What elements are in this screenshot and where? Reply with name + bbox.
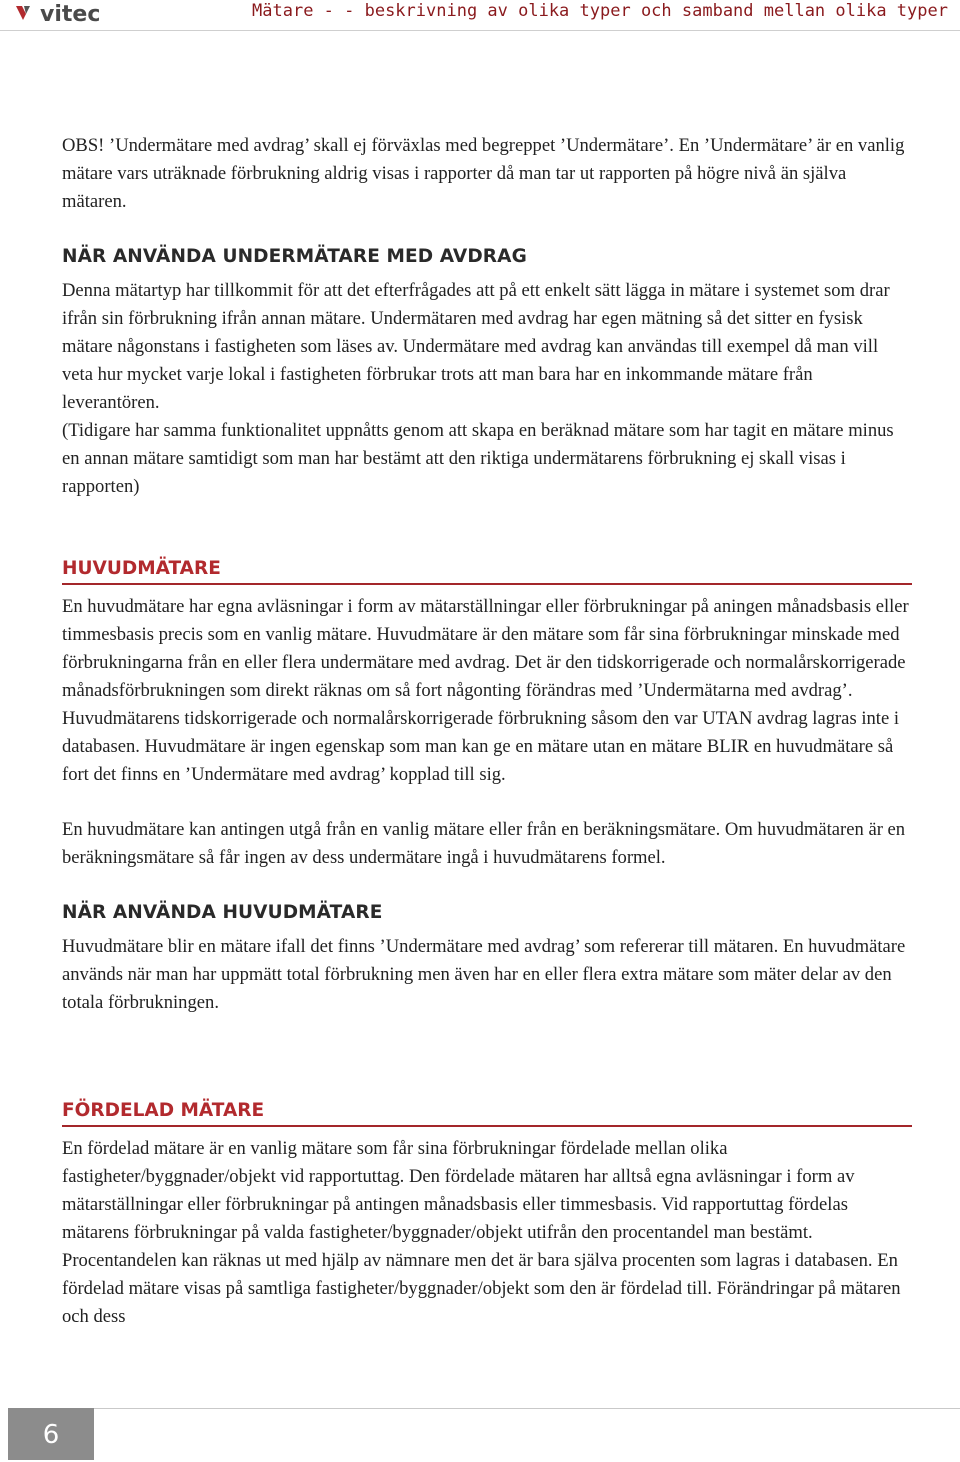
heading-huvudmatare: HUVUDMÄTARE [62,555,912,585]
document-title: Mätare - - beskrivning av olika typer och samband mellan olika typer [252,1,948,21]
page-header [0,0,960,31]
page-number: 6 [8,1408,94,1460]
logo-text: vitec [40,2,101,24]
undermatare-avdrag-paragraph-1: Denna mätartyp har tillkommit för att det efterfrågades att på ett enkelt sätt lägga in mätare i systemet som drar ifrån sin förbrukning ifrån annan mätare. Undermätaren med avdrag har egen mätning så det sitter en fysisk mätare någonstans i fastigheten som läses av. Undermätare med avdrag kan användas till exempel då man vill veta hur mycket varje lokal i fastigheten förbrukar trots att man bara har en inkommande mätare från leverantören. [62,280,890,413]
document-body [62,132,912,1331]
heading-nar-anvanda-undermatare-med-avdrag: NÄR ANVÄNDA UNDERMÄTARE MED AVDRAG [62,246,527,267]
heading-fordelad-matare: FÖRDELAD MÄTARE [62,1097,912,1127]
obs-paragraph: OBS! ’Undermätare med avdrag’ skall ej förväxlas med begreppet ’Undermätare’. En ’Undermätare’ är en vanlig mätare vars uträknade förbrukning aldrig visas i rapporter då man tar ut rapporten på högre nivå än själva mätaren. [62,135,905,212]
vitec-logo [14,2,144,24]
huvudmatare-paragraph-2: En huvudmätare kan antingen utgå från en vanlig mätare eller från en beräkningsmätare. Om huvudmätaren är en beräkningsmätare så får ingen av dess undermätare ingå i huvudmätarens formel. [62,819,906,868]
footer-divider [8,1408,960,1409]
nar-huvudmatare-paragraph: Huvudmätare blir en mätare ifall det finns ’Undermätare med avdrag’ som refererar till mätaren. En huvudmätare används när man har uppmätt total förbrukning men även har en eller flera extra mätare som mäter delar av den totala förbrukningen. [62,936,906,1013]
undermatare-avdrag-paragraph-2: (Tidigare har samma funktionalitet uppnåtts genom att skapa en beräknad mätare som har tagit en mätare minus en annan mätare samtidigt som man har bestämt att den riktiga undermätarens förbrukning ej skall visas i rapporten) [62,420,894,497]
fordelad-paragraph: En fördelad mätare är en vanlig mätare som får sina förbrukningar fördelade mellan olika fastigheter/byggnader/objekt vid rapportuttag. Den fördelade mätaren har alltså egna avläsningar i form av mätarställningar eller förbrukningar på antingen månadsbasis eller timmesbasis. Vid rapportuttag fördelas mätarens förbrukningar på valda fastigheter/byggnader/objekt utifrån den procentandel man bestämt. Procentandelen kan räknas ut med hjälp av nämnare men det är bara själva procenten som lagras i databasen. En fördelad mätare visas på samtliga fastigheter/byggnader/objekt som den är fördelad till. Förändringar på mätaren och dess [62,1138,901,1327]
heading-nar-anvanda-huvudmatare: NÄR ANVÄNDA HUVUDMÄTARE [62,902,383,923]
huvudmatare-paragraph-1: En huvudmätare har egna avläsningar i form av mätarställningar eller förbrukningar på aningen månadsbasis eller timmesbasis precis som en vanlig mätare. Huvudmätare är den mätare som får sina förbrukningar minskade med förbrukningarna från en eller flera undermätare med avdrag. Det är den tidskorrigerade och normalårskorrigerade månadsförbrukningen som direkt räknas om så fort någonting förändras med ’Undermätarna med avdrag’. Huvudmätarens tidskorrigerade och normalårskorrigerade förbrukning såsom den var UTAN avdrag lagras inte i databasen. Huvudmätare är ingen egenskap som man kan ge en mätare utan en mätare BLIR en huvudmätare så fort det finns en ’Undermätare med avdrag’ kopplad till sig. [62,596,909,785]
